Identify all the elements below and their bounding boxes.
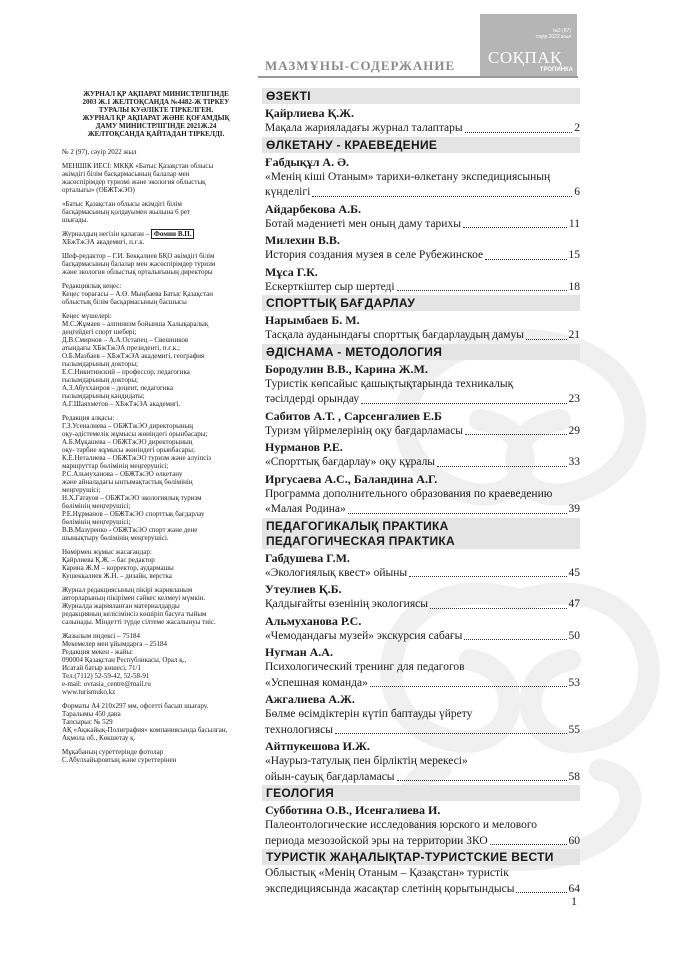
contacts-block: Жазылым индексі – 75184 Мекемелер мен ұйымдарға – 25184 Редакция мекен - жайы: 090004 Қазақстан Республикасы, Орал қ., Исатай батыр көшесі, 71/1 Тел.(7112) 52-59-42, 52-58-91 e-mail: ovrasia_centre@mail.ru www.turismuko.kz — [62, 632, 187, 696]
toc-entry-line[interactable]: Палеонтологические исследования юрского и мелового — [265, 819, 538, 831]
section-header: ӨЛКЕТАНУ - КРАЕВЕДЕНИЕ — [262, 137, 580, 153]
page-number: 1 — [571, 894, 577, 908]
toc-author: Нурманов Р.Е. — [265, 440, 343, 454]
toc-entry[interactable]: тәсілдерді орындау 23 — [265, 393, 580, 405]
section-header: СПОРТТЫҚ БАҒДАРЛАУ — [262, 295, 580, 311]
editorial-board-block: Редакция алқасы: Г.З.Усеналиева – ОБЖТжЭО директорының оқу-әдістемелік жұмысы жөніндегі орынбасары; А.Б.Мұқашева – ОБЖТжЭО директорының оқу- тәрбие жұмысы жөніндегі орынбасары; К.Е.Неталиева – ОБЖТжЭО туризм және алуіпсіз маршруттар бөлімінің меңгерушісі; Р.С.Альмуханова – ОБЖТжЭО өлкетану және айналадағы ынтымақтастық бөлімінің меңгерушісі; Н.Х.Гатауов – ОБЖТжЭО экологиялық туризм бөлімінің меңгерушісі; Р.Е.Нұрманов – ОБЖТжЭО спорттық бағдарлау бөлімінің меңгерушісі; В.В.Мазуренко - ОБЖТжЭО спорт және дене шынықтыру бөлімінің меңгерушісі. — [62, 414, 212, 542]
logo-subtitle: ТРОПИНКА — [539, 67, 573, 73]
issue-line: № 2 (97), сәуір 2022 жыл — [62, 148, 137, 156]
toc-entry[interactable]: Туризм үйірмелерінің оқу бағдарламасы 29 — [265, 424, 580, 437]
photo-credits-block: Мұқабаның суреттерінде фотолар С.Абулхайыровтың және суреттерінен — [62, 748, 177, 764]
toc-entry-line[interactable]: «Наурыз-татулық пен бірліктің мерекесі» — [265, 755, 468, 767]
toc-author: Иргусаева А.С., Баландина А.Г. — [265, 471, 438, 486]
toc-author: Бородулин В.В., Карина Ж.М. — [265, 361, 428, 376]
toc-author: Ғабдықұл А. Ә. — [265, 154, 349, 169]
toc-author: Ажгалиева А.Ж. — [265, 692, 355, 706]
chief-editor-block: Шеф-редактор – Г.И. Бекқалиев БҚО әкімдігі білім басқармасының балалар мен жасөспірімдер туризм және экология облыстық орталығының директоры — [62, 252, 216, 276]
section-header: ГЕОЛОГИЯ — [262, 785, 580, 801]
toc-entry-line[interactable]: Психологический тренинг для педагогов — [265, 661, 465, 673]
page-title: МАЗМҰНЫ-СОДЕРЖАНИЕ — [265, 58, 456, 73]
registration-block: ЖУРНАЛ ҚР АҚПАРАТ МИНИСТРЛІГІНДЕ 2003 Ж.1 ЖЕЛТОҚСАНДА №4482-Ж ТІРКЕУ ТУРАЛЫ КУӘЛІКТЕ ТІРКЕЛГЕН. ЖУРНАЛ ҚР АҚПАРАТ ЖӘНЕ ҚОҒАМДЫҚ ДАМУ МИНИСТРЛІГІНДЕ 2021Ж.24 ЖЕЛТОҚСАНДА ҚАЙТАДАН ТІРКЕЛДІ. — [82, 90, 230, 138]
logo-name: СОҚПАҚ — [488, 48, 562, 67]
toc-entry-line[interactable]: «Менің кіші Отаным» тарихи-өлкетану экспедициясының — [265, 170, 551, 183]
toc-entry[interactable]: Мақала жарияладағы журнал талаптары 2 — [265, 122, 580, 134]
toc-entry[interactable]: Тасқала ауданындағы спорттық бағдарлаудың дамуы 21 — [265, 329, 580, 341]
toc-author: Нугман А.А. — [265, 645, 333, 659]
toc-author: Айдарбекова А.Б. — [265, 201, 362, 216]
toc-entry[interactable]: «Чемодандағы музей» экскурсия сабағы 50 — [265, 629, 580, 642]
toc-entry[interactable]: Ескерткіштер сыр шертеді 18 — [265, 280, 580, 293]
toc-author: Нарымбаев Б. М. — [265, 313, 360, 327]
imprint-column — [62, 90, 250, 770]
toc-entry[interactable]: «Спорттық бағдарлау» оқу құралы 33 — [265, 456, 580, 468]
print-info-block: Форматы А4 210х297 мм, офсетті басып шығару. Таралымы 450 дана Тапсырыс № 529 АҚ «Ақжайық-Полиграфия» компаниясында басылған, Ақмола об., Көкшетау қ. — [62, 702, 228, 742]
section-header: ӨЗЕКТІ — [262, 88, 580, 104]
owner-block: МЕНШІК ИЕСІ: МКҚК «Батыс Қазақстан облысы әкімдігі білім басқармасының балалар мен жасөспірімдер туризмі және экология облыстық орталығы» (ОБЖТжЭО) — [62, 162, 214, 194]
table-of-contents — [262, 88, 580, 897]
policy-block: Журнал редакциясының пікірі жарияланым авторларының пікірімен сәйкес келмеуі мүмкін. Журналда жарияланған материалдарды редакцияның келісімінсіз көшіріп басуға тыйым салынады. Міндетті түрде сілтеме жасалынуы тиіс. — [62, 586, 216, 626]
section-header: ТУРИСТІК ЖАҢАЛЫҚТАР-ТУРИСТСКИЕ ВЕСТИ — [262, 849, 580, 865]
toc-author: Утеулиев Қ.Б. — [265, 582, 342, 596]
toc-author: Альмуханова Р.С. — [265, 613, 362, 628]
frequency-block: «Батыс Қазақстан облысы әкімдігі білім басқармасының қолдауымен жылына 6 рет шығады. — [62, 200, 191, 224]
journal-logo: №2 (97) сәуір 2022 жыл СОҚПАҚ ТРОПИНКА — [480, 14, 577, 77]
toc-author: Сабитов А.Т. , Сарсенгалиев Е.Б — [265, 408, 442, 423]
toc-entry[interactable]: «Малая Родина» 39 — [265, 503, 580, 515]
toc-entry[interactable]: ойын-сауық бағдарламасы 58 — [265, 770, 580, 783]
toc-entry[interactable]: күнделігі 6 — [265, 186, 580, 198]
toc-author: Қайрлиева Қ.Ж. — [265, 106, 355, 120]
toc-author: Милехин В.В. — [265, 233, 340, 247]
toc-author: Субботина О.В., Исенгалиева И. — [265, 803, 441, 817]
toc-entry[interactable]: История создания музея в селе Рубежинское 15 — [265, 249, 580, 261]
toc-entry-line[interactable]: Программа дополнительного образования по краеведению — [265, 487, 553, 500]
toc-entry[interactable]: технологиясы 55 — [265, 723, 580, 736]
members-block: Кеңес мүшелері: М.С.Жұмаев – алпинизм бойынша Халықаралық деңгейдегі спорт шебері; Д.В.Смирнов – А.А.Остапец – Свешников атындағы ХБжТжЭА президенті, п.ғ.к.; О.Б.Мазбаев – ХБжТжЭА академигі, география ғылымдарының докторы; Е.С.Никитинский – профессор, педагогика ғылымдарының докторы; А.З.Абуххаиров – доцент, педагогика ғылымдарының кандидаты; А.Г.Шаяхметов – ХБжТжЭА академигі. — [62, 312, 209, 408]
toc-entry[interactable]: Қалдығайты өзенінің экологиясы 47 — [265, 598, 580, 610]
toc-author: Габдушева Г.М. — [265, 550, 350, 565]
toc-author: Айтпукешова И.Ж. — [265, 739, 370, 753]
staff-block: Нөмірмен жұмыс жасағандар: Қайрлиева Қ.Ж. – бас редактор Карина Ж.М – корректор, аудармашы Кушеккалиев Ж.Н. – дизайн, верстка — [62, 548, 174, 580]
section-header: ПЕДАГОГИКАЛЫҚ ПРАКТИКА ПЕДАГОГИЧЕСКАЯ ПРАКТИКА — [262, 518, 580, 549]
founder-block: Журналдың негізін қалаған – Фомин В.П. ХБжТжЭА академигі, п.ғ.к. — [62, 230, 250, 246]
toc-entry[interactable]: экспедициясында жасақтар слетінің қорытындысы 64 — [265, 882, 580, 895]
toc-entry[interactable]: периода мезозойской эры на территории ЗКО 60 — [265, 834, 580, 847]
toc-entry[interactable]: «Успешная команда» 53 — [265, 676, 580, 689]
council-block: Редакциялық кеңес: Кеңес төрағасы – А.Ө. Мыңбаева Батыс Қазақстан облыстық білім басқармасының басшысы — [62, 282, 213, 306]
toc-entry-line[interactable]: Туристік көпсайыс қашықтықтарында техникалық — [265, 377, 514, 390]
toc-entry-line[interactable]: Бөлме өсімдіктерін күтіп баптауды үйрету — [265, 708, 473, 720]
toc-entry-line[interactable]: Облыстық «Менің Отаным – Қазақстан» туристік — [265, 867, 509, 879]
title-rule — [258, 76, 578, 78]
toc-author: Мұса Г.К. — [265, 264, 318, 279]
toc-entry[interactable]: Ботай мәдениеті мен оның даму тарихы 11 — [265, 217, 580, 230]
section-header: ӘДІСНАМА - МЕТОДОЛОГИЯ — [262, 344, 580, 360]
toc-entry[interactable]: «Экологиялық квест» ойыны 45 — [265, 566, 580, 579]
